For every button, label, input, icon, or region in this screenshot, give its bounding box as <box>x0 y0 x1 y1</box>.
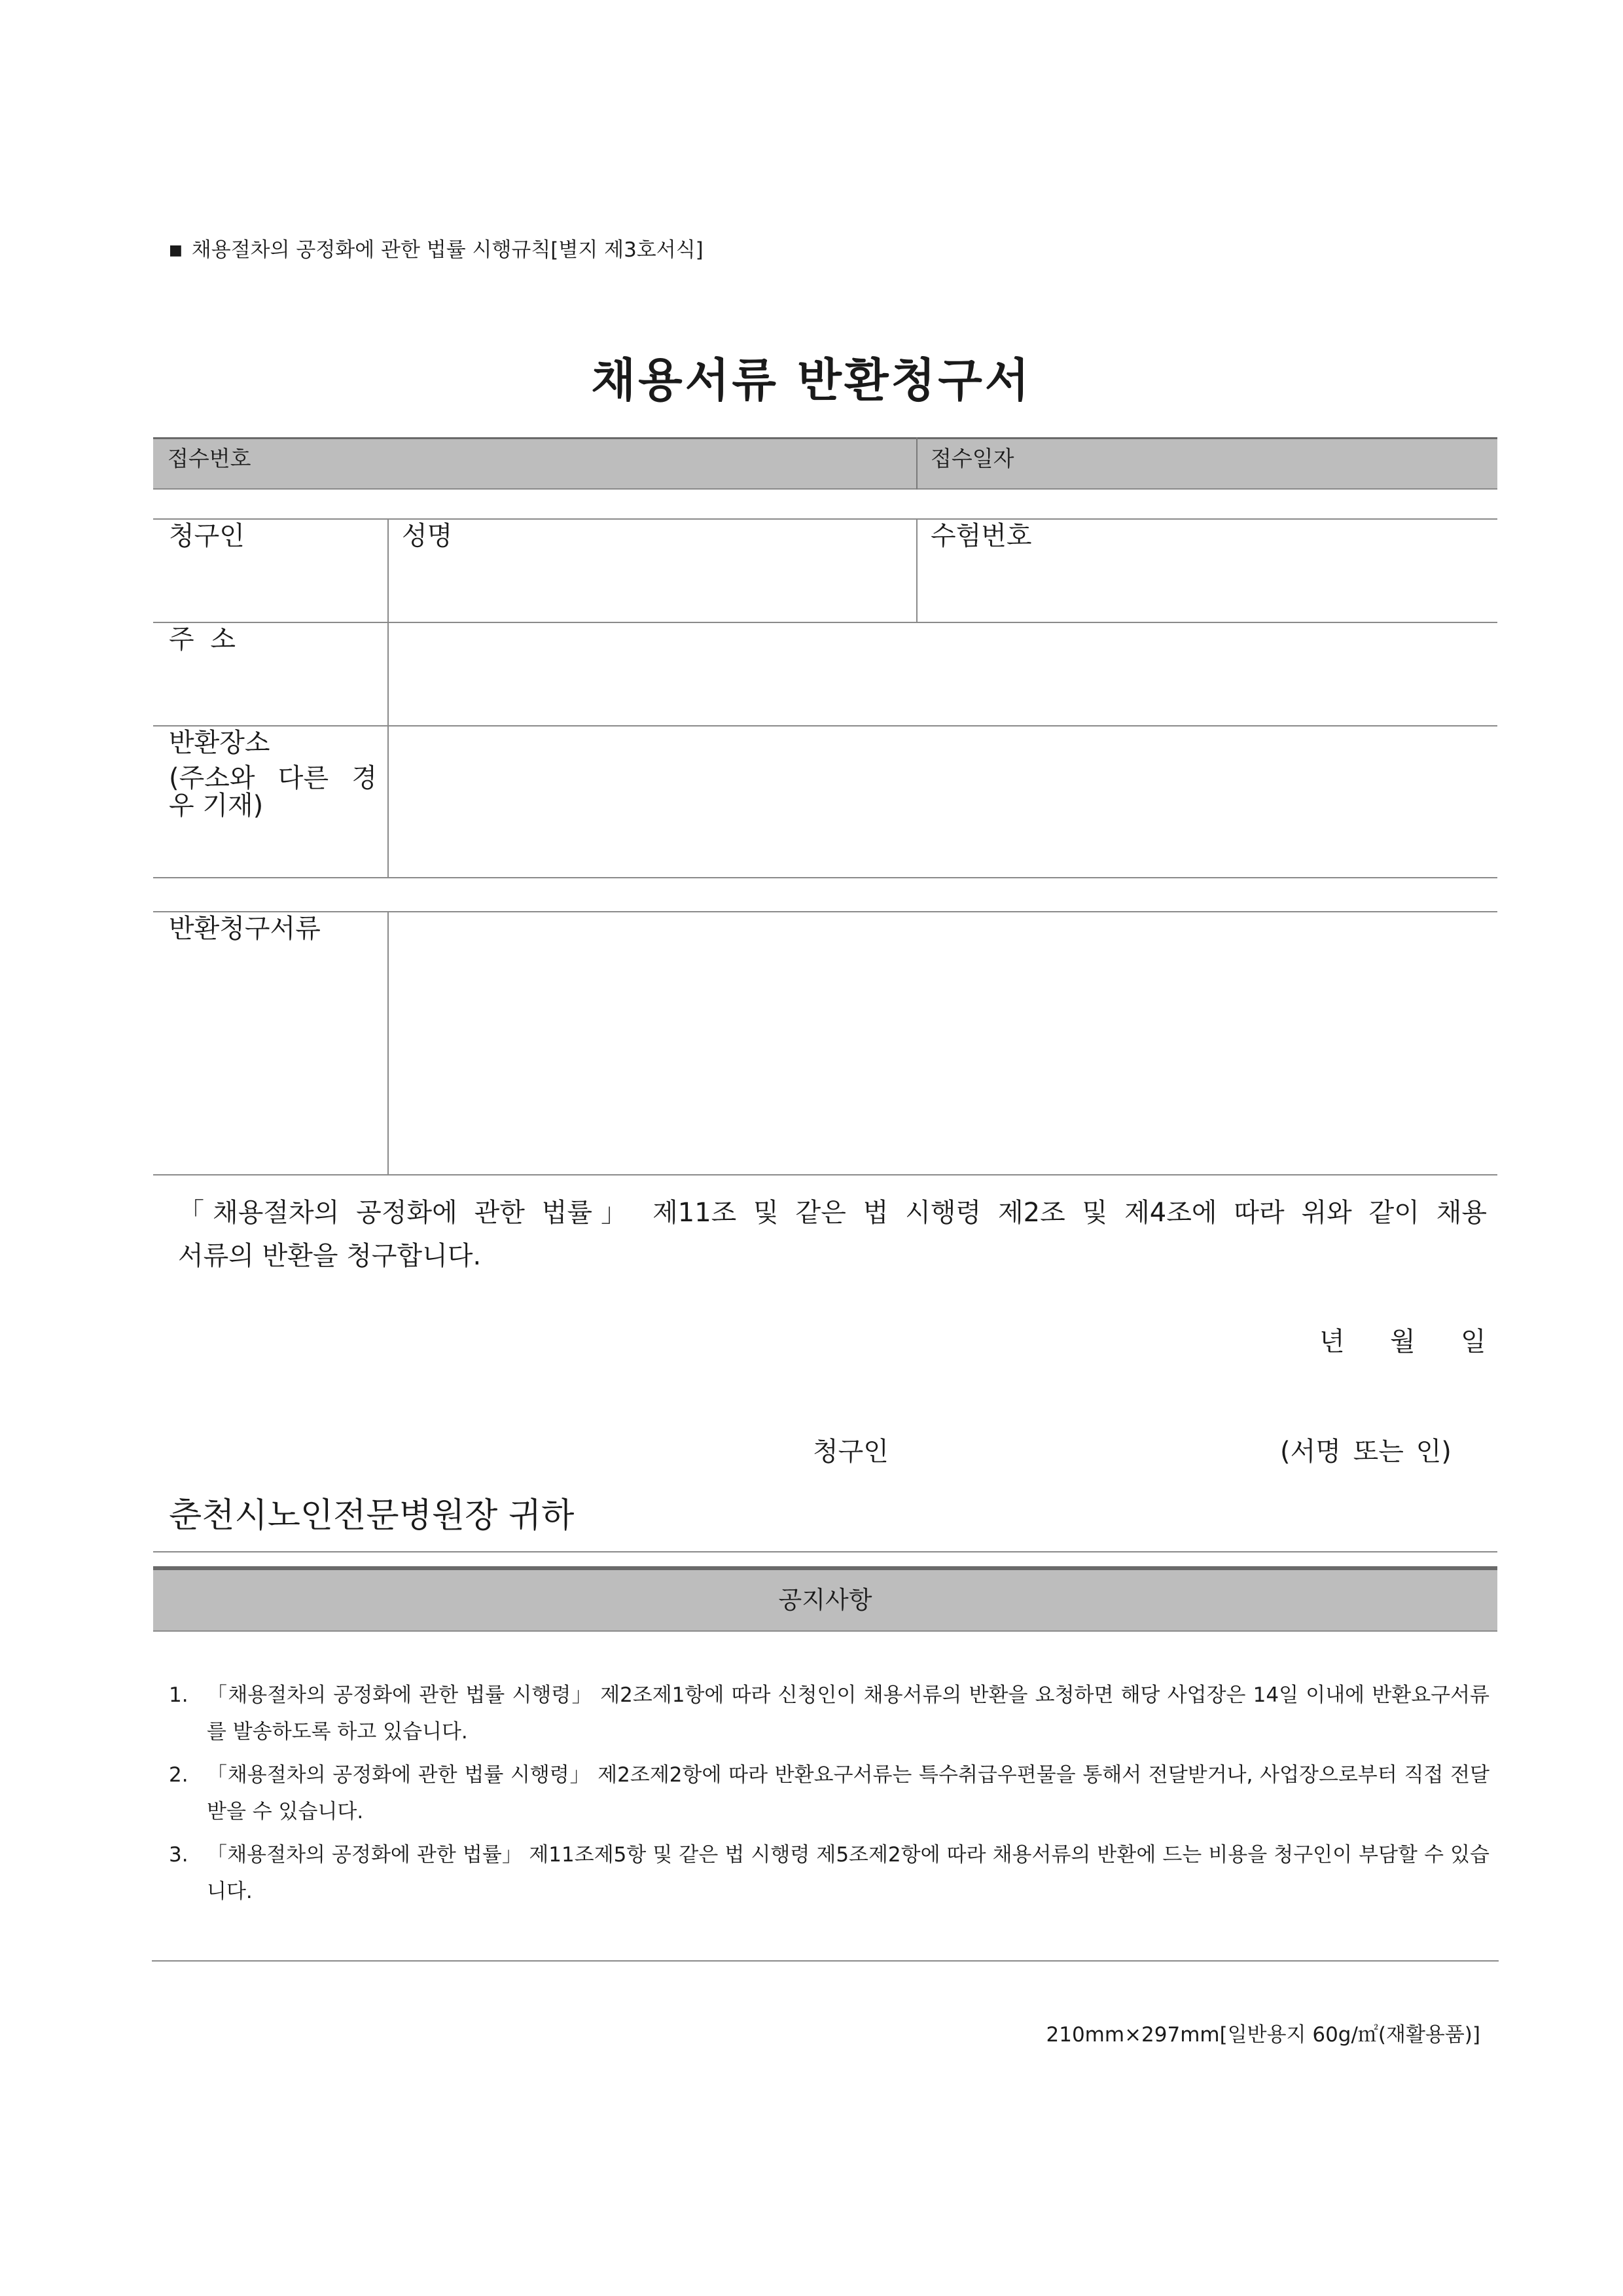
notice-item <box>169 1837 1489 1910</box>
documents-label-column-rule <box>387 911 389 1174</box>
exam-number-label: 수험번호 <box>931 521 1032 551</box>
receipt-number-label: 접수번호 <box>168 446 251 471</box>
form-reference-note <box>169 236 704 265</box>
notice-item-text: 「채용절차의 공정화에 관한 법률 시행령」 제2조제1항에 따라 신청인이 채용서류의 반환을 요청하면 해당 사업장은 14일 이내에 반환요구서류를 발송하도록 하고 있습니다. <box>207 1683 1489 1744</box>
paper-spec-footer: 210mm×297mm[일반용지 60g/㎡(재활용품)] <box>1046 2023 1480 2047</box>
request-statement-line-1: 「채용절차의 공정화에 관한 법률」 제11조 및 같은 법 시행령 제2조 및 제4조에 따라 위와 같이 채용 <box>178 1198 1487 1228</box>
request-statement <box>178 1191 1487 1278</box>
receipt-date-label: 접수일자 <box>931 446 1014 471</box>
name-label: 성명 <box>402 521 453 551</box>
recipient-rule <box>153 1551 1497 1552</box>
office-use-band <box>153 437 1497 490</box>
return-place-label-line-2: (주소와 다른 경 <box>169 763 377 793</box>
claimant-top-rule <box>153 518 1497 520</box>
address-label: 주 소 <box>169 624 240 655</box>
office-band-bottom-rule <box>153 488 1497 490</box>
signature-note: (서명 또는 인) <box>1280 1437 1452 1467</box>
signature-claimant-label: 청구인 <box>813 1437 889 1467</box>
name-exam-divider <box>916 518 918 622</box>
notice-header-bottom-rule <box>153 1630 1497 1632</box>
claimant-bottom-rule <box>153 877 1497 878</box>
notice-item-text: 「채용절차의 공정화에 관한 법률 시행령」 제2조제2항에 따라 반환요구서류는 특수취급우편물을 통해서 전달받거나, 사업장으로부터 직접 전달받을 수 있습니다. <box>207 1763 1489 1823</box>
page-title: 채용서류 반환청구서 <box>591 353 1032 407</box>
return-place-label-line-1: 반환장소 <box>169 728 270 758</box>
documents-bottom-rule <box>153 1174 1497 1175</box>
notice-item <box>169 1757 1489 1830</box>
date-month-label: 월 <box>1390 1327 1416 1357</box>
name-row-bottom-rule <box>153 622 1497 623</box>
notice-item-number: 3. <box>169 1843 188 1867</box>
return-place-label-line-3: 우 기재) <box>169 791 264 821</box>
date-year-label: 년 <box>1319 1327 1345 1357</box>
office-band-divider <box>916 437 918 490</box>
claimant-label: 청구인 <box>169 521 245 551</box>
request-statement-line-2: 서류의 반환을 청구합니다. <box>178 1241 482 1271</box>
documents-top-rule <box>153 911 1497 912</box>
documents-label: 반환청구서류 <box>169 914 321 944</box>
notice-bottom-rule <box>152 1960 1499 1962</box>
square-bullet-icon: ■ <box>169 242 183 259</box>
notice-item-number: 1. <box>169 1683 188 1707</box>
date-day-label: 일 <box>1461 1327 1486 1357</box>
notice-item-text: 「채용절차의 공정화에 관한 법률」 제11조제5항 및 같은 법 시행령 제5조제2항에 따라 채용서류의 반환에 드는 비용을 청구인이 부담할 수 있습니다. <box>207 1843 1489 1903</box>
return-place-label <box>169 725 377 821</box>
claimant-label-column-rule <box>387 518 389 877</box>
recipient-line: 춘천시노인전문병원장 귀하 <box>169 1496 575 1535</box>
office-band-top-rule <box>153 437 1497 439</box>
notice-item <box>169 1677 1489 1750</box>
notice-item-number: 2. <box>169 1763 188 1787</box>
notice-header-title: 공지사항 <box>778 1586 872 1614</box>
form-reference-text: 채용절차의 공정화에 관한 법률 시행규칙[별지 제3호서식] <box>191 238 704 262</box>
